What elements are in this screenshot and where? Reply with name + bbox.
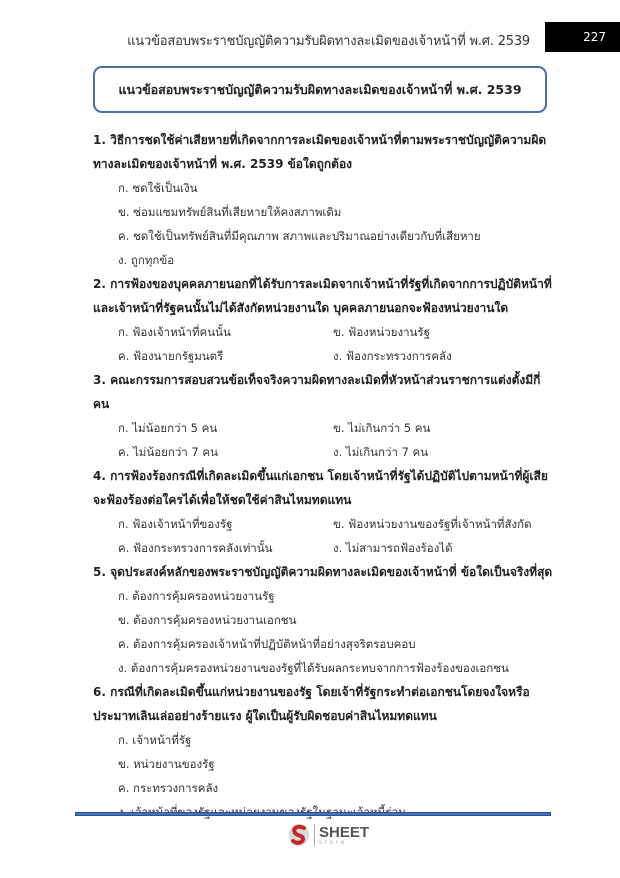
q1-option-d: ง. ถูกทุกข้อ [118, 253, 175, 267]
q3-option-b: ข. ไม่เกินกว่า 5 คน [333, 421, 431, 435]
logo-main-text: SHEET [319, 823, 370, 841]
q6-option-b: ข. หน่วยงานของรัฐ [118, 757, 215, 771]
q5-option-b: ข. ต้องการคุ้มครองหน่วยงานเอกชน [118, 613, 297, 627]
q4-options-row-1 [93, 512, 553, 536]
q2-option-c: ค. ฟ้องนายกรัฐมนตรี [118, 349, 224, 363]
q6-option-a: ก. เจ้าหน้าที่รัฐ [118, 733, 192, 747]
q3-option-c: ค. ไม่น้อยกว่า 7 คน [118, 445, 218, 459]
q2-option-d: ง. ฟ้องกระทรวงการคลัง [333, 349, 452, 363]
sheet-store-logo [288, 823, 369, 847]
logo-sub-text: store [319, 839, 348, 846]
q3-options-row-2 [93, 440, 553, 464]
sheet-store-s-logo-icon [288, 823, 310, 847]
q4-option-d: ง. ไม่สามารถฟ้องร้องได้ [333, 541, 453, 555]
q5-option-d: ง. ต้องการคุ้มครองหน่วยงานของรัฐที่ได้รับผลกระทบจากการฟ้องร้องของเอกชน [118, 661, 509, 675]
q4-option-c: ค. ฟ้องกระทรวงการคลังเท่านั้น [118, 541, 273, 555]
q4-option-a: ก. ฟ้องเจ้าหน้าที่ของรัฐ [118, 517, 233, 531]
q4-options-row-2 [93, 536, 553, 560]
q2-options-row-1 [93, 320, 553, 344]
question-2: 2. การฟ้องของบุคคลภายนอกที่ได้รับการละเมิดจากเจ้าหน้าที่รัฐที่เกิดจากการปฏิบัติหน้าที่และเจ้าหน้าที่รัฐคนนั้นไม่ได้สังกัดหน่วยงานใด บุคคลภายนอกจะฟ้องหน่วยงานใด [93, 277, 552, 315]
q6-option-c: ค. กระทรวงการคลัง [118, 781, 219, 795]
q2-option-a: ก. ฟ้องเจ้าหน้าที่คนนั้น [118, 325, 231, 339]
question-3: 3. คณะกรรมการสอบสวนข้อเท็จจริงความผิดทางละเมิดที่หัวหน้าส่วนราชการแต่งตั้งมีกี่คน [93, 373, 541, 411]
q1-option-b: ข. ซ่อมแซมทรัพย์สินที่เสียหายให้คงสภาพเดิม [118, 205, 342, 219]
question-6: 6. กรณีที่เกิดละเมิดขึ้นแก่หน่วยงานของรัฐ โดยเจ้าที่รัฐกระทำต่อเอกชนโดยจงใจหรือประมาทเลินเล่ออย่างร้ายแรง ผู้ใดเป็นผู้รับผิดชอบค่าสินไหมทดแทน [93, 685, 530, 723]
page-number: 227 [583, 30, 606, 44]
q5-option-c: ค. ต้องการคุ้มครองเจ้าหน้าที่ปฏิบัติหน้าที่อย่างสุจริตรอบคอบ [118, 637, 416, 651]
question-1: 1. วิธีการชดใช้ค่าเสียหายที่เกิดจากการละเมิดของเจ้าหน้าที่ตามพระราชบัญญัติความผิดทางละเมิดของเจ้าหน้าที่ พ.ศ. 2539 ข้อใดถูกต้อง [93, 133, 547, 171]
q1-option-c: ค. ชดใช้เป็นทรัพย์สินที่มีคุณภาพ สภาพและปริมาณอย่างเดียวกับที่เสียหาย [118, 229, 481, 243]
question-list [93, 128, 553, 824]
footer-divider [75, 812, 551, 816]
question-4: 4. การฟ้องร้องกรณีที่เกิดละเมิดขึ้นแก่เอกชน โดยเจ้าหน้าที่รัฐได้ปฏิบัติไปตามหน้าที่ผู้เสียจะฟ้องร้องต่อใครได้เพื่อให้ชดใช้ค่าสินไหมทดแทน [93, 469, 548, 507]
q1-option-a: ก. ชดใช้เป็นเงิน [118, 181, 198, 195]
q3-option-a: ก. ไม่น้อยกว่า 5 คน [118, 421, 218, 435]
logo-text [319, 825, 369, 846]
document-title: แนวข้อสอบพระราชบัญญัติความรับผิดทางละเมิดของเจ้าหน้าที่ พ.ศ. 2539 [118, 81, 522, 97]
title-box [93, 66, 547, 113]
q3-options-row-1 [93, 416, 553, 440]
question-5: 5. จุดประสงค์หลักของพระราชบัญญัติความผิดทางละเมิดของเจ้าหน้าที่ ข้อใดเป็นจริงที่สุด [93, 565, 553, 579]
q2-option-b: ข. ฟ้องหน่วยงานรัฐ [333, 325, 430, 339]
page-number-box [545, 22, 620, 52]
q5-option-a: ก. ต้องการคุ้มครองหน่วยงานรัฐ [118, 589, 275, 603]
q2-options-row-2 [93, 344, 553, 368]
q3-option-d: ง. ไม่เกินกว่า 7 คน [333, 445, 429, 459]
running-header: แนวข้อสอบพระราชบัญญัติความรับผิดทางละเมิดของเจ้าหน้าที่ พ.ศ. 2539 [127, 34, 530, 49]
q4-option-b: ข. ฟ้องหน่วยงานของรัฐที่เจ้าหน้าที่สังกัด [333, 517, 532, 531]
logo-separator [314, 824, 315, 846]
